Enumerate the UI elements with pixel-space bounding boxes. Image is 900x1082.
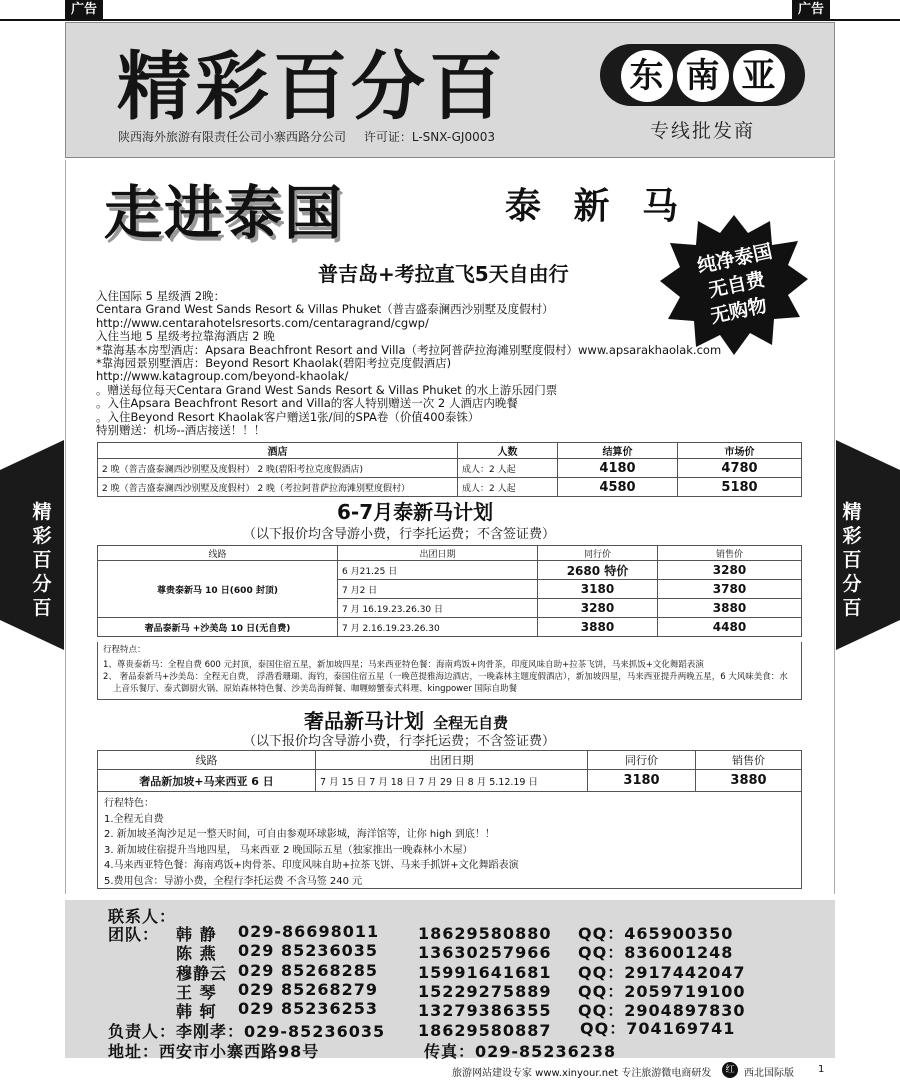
- side-char: 精: [842, 501, 862, 523]
- peer-price: 3180: [538, 580, 658, 599]
- brand-title: 精彩百分百: [117, 44, 507, 130]
- col-date: 出团日期: [338, 546, 538, 561]
- hotel-price-table: [97, 442, 802, 497]
- side-tab-right-text: [840, 500, 864, 620]
- tagline: 专线批发商: [649, 120, 755, 142]
- date-cell: 7 月 15 日 7 月 18 日 7 月 29 日 8 月 5.12.19 日: [316, 770, 588, 792]
- badge-char-1: 东: [621, 50, 673, 102]
- burst-line-2: 无自费: [706, 268, 767, 302]
- table-header-row: [98, 751, 802, 770]
- subheadline: 泰 新 马: [505, 185, 689, 227]
- contact-qq: QQ：465900350: [578, 924, 734, 943]
- sale-price: 3780: [658, 580, 802, 599]
- burst-line-1: 纯净泰国: [695, 240, 775, 278]
- contact-mobile: 15229275889: [418, 982, 552, 1001]
- feature-line: 1.全程无自费: [104, 813, 164, 825]
- table-row: [98, 561, 802, 580]
- people-cell: 成人：2 人起: [458, 459, 558, 478]
- date-cell: 7 月2 日: [338, 580, 538, 599]
- market-price: 4780: [678, 459, 802, 478]
- contact-name: 韩 轲: [176, 1002, 217, 1021]
- badge-char-2: 南: [677, 50, 729, 102]
- side-char: 百: [32, 549, 52, 571]
- info-line: 特别赠送：机场--酒店接送！！！: [96, 422, 266, 437]
- table-row: [98, 770, 802, 792]
- side-char: 精: [32, 501, 52, 523]
- manager: 负责人：李刚孝：029-85236035: [108, 1022, 386, 1041]
- contact-phone: 029 85236253: [238, 999, 379, 1018]
- col-sale: 销售价: [696, 751, 802, 770]
- feature-line: 行程特色：: [104, 798, 154, 809]
- table-row: [98, 459, 802, 478]
- contact-qq: QQ：2059719100: [578, 982, 746, 1001]
- side-char: 分: [842, 573, 862, 595]
- plan1-features: [97, 642, 802, 700]
- market-price: 5180: [678, 478, 802, 497]
- contact-qq: QQ：2917442047: [578, 963, 746, 982]
- side-char: 彩: [32, 525, 52, 547]
- features-label: 行程特点：: [103, 645, 146, 655]
- ad-label-right: 广告: [792, 0, 830, 20]
- col-market: 市场价: [678, 443, 802, 459]
- plan1-title: 6-7月泰新马计划: [337, 500, 494, 524]
- side-char: 百: [32, 597, 52, 619]
- feature-line: 3. 新加坡住宿提升当地四星， 马来西亚 2 晚国际五星（独家推出一晚森林小木屋）: [104, 844, 473, 856]
- address: 地址：西安市小寨西路98号: [108, 1042, 320, 1061]
- side-char: 彩: [842, 525, 862, 547]
- plan2-title-suffix: 全程无自费: [433, 714, 509, 732]
- feature-line: 2. 新加坡圣淘沙足足一整天时间，可自由参观环球影城，海洋馆等，让你 high 到底！！: [104, 829, 495, 841]
- feature-line: 5.费用包含：导游小费，全程行李托运费 不含马签 240 元: [104, 875, 363, 887]
- peer-price: 3180: [588, 770, 696, 792]
- info-line: Centara Grand West Sands Resort & Villas Phuket（普吉盛泰澜西沙别墅及度假村）: [96, 302, 554, 317]
- info-link: http://www.katagroup.com/beyond-khaolak/: [96, 369, 349, 384]
- contact-mobile: 15991641681: [418, 963, 552, 982]
- table-row: [98, 478, 802, 497]
- edition: 西北国际版: [744, 1068, 794, 1079]
- manager-mobile: 18629580887: [418, 1021, 552, 1040]
- info-line: 。入住Apsara Beachfront Resort and Villa的客人特别赠送一次 2 人酒店内晚餐: [96, 396, 518, 411]
- contact-phone: 029 85236035: [238, 941, 379, 960]
- info-line: 入住国际 5 星级酒 2晚：: [96, 289, 226, 303]
- feature-line: 1、尊贵泰新马：全程自费 600 元封顶，泰国住宿五星，新加坡四星；马来西亚特色餐：海南鸡饭+肉骨茶，印度风味自助+拉茶飞饼，马来抓饭+文化舞蹈表演: [103, 660, 704, 670]
- contact-name: 陈 燕: [176, 944, 217, 963]
- license: 许可证：L-SNX-GJ0003: [363, 130, 496, 144]
- col-route: 线路: [98, 546, 338, 561]
- col-peer: 同行价: [538, 546, 658, 561]
- burst-line-3: 无购物: [708, 294, 769, 328]
- contact-name: 穆静云: [176, 964, 228, 983]
- side-char: 百: [842, 597, 862, 619]
- settle-price: 4580: [558, 478, 678, 497]
- info-line: 。入住Beyond Resort Khaolak客户赠送1张/间的SPA卷（价值400泰铢）: [96, 409, 480, 424]
- feature-line: 4.马来西亚特色餐：海南鸡饭+肉骨茶、印度风味自助+拉茶飞饼、马来手抓饼+文化舞蹈表演: [104, 860, 519, 872]
- contact-phone: 029 85268279: [238, 980, 379, 999]
- route-cell: 奢品泰新马 +沙美岛 10 日(无自费): [98, 618, 338, 637]
- table-header-row: [98, 546, 802, 561]
- date-cell: 7 月 2.16.19.23.26.30: [338, 618, 538, 637]
- sale-price: 3880: [658, 599, 802, 618]
- plan2-note: （以下报价均含导游小费，行李托运费；不含签证费）: [243, 734, 556, 749]
- hotel-info: [96, 290, 721, 437]
- footer-text: 旅游网站建设专家 www.xinyour.net 专注旅游微电商研发: [452, 1068, 712, 1079]
- plan1-note: （以下报价均含导游小费，行李托运费；不含签证费）: [243, 527, 556, 542]
- contact-phone: 029-86698011: [238, 922, 380, 941]
- sale-price: 3280: [658, 561, 802, 580]
- route-cell: 尊贵泰新马 10 日(600 封顶): [98, 561, 338, 618]
- headline: 走进泰国: [104, 179, 345, 247]
- group-label: 团队：: [108, 925, 160, 944]
- info-line: 。赠送每位每天Centara Grand West Sands Resort & Villas Phuket 的水上游乐园门票: [96, 382, 558, 397]
- date-cell: 7 月 16.19.23.26.30 日: [338, 599, 538, 618]
- contact-qq: QQ：836001248: [578, 943, 734, 962]
- table-header-row: [98, 443, 802, 459]
- col-people: 人数: [458, 443, 558, 459]
- col-sale: 销售价: [658, 546, 802, 561]
- sale-price: 3880: [696, 770, 802, 792]
- info-link: http://www.centarahotelsresorts.com/centaragrand/cgwp/: [96, 315, 429, 330]
- col-date: 出团日期: [316, 751, 588, 770]
- plan2-table: [97, 750, 802, 792]
- route-cell: 奢品新加坡+马来西亚 6 日: [98, 770, 316, 792]
- fax: 传真：029-85236238: [424, 1042, 617, 1061]
- info-line: *靠海园景别墅酒店：Beyond Resort Khaolak(碧阳考拉克度假酒店): [96, 355, 452, 370]
- table-row: [98, 618, 802, 637]
- info-line: 入住当地 5 星级考拉靠海酒店 2 晚: [96, 329, 275, 344]
- col-hotel: 酒店: [98, 443, 458, 459]
- side-tab-left-text: [30, 500, 54, 620]
- page-number: 1: [818, 1064, 825, 1075]
- contact-label: 联系人：: [108, 907, 177, 926]
- col-settle: 结算价: [558, 443, 678, 459]
- plan2-title: 奢品新马计划: [304, 709, 424, 733]
- peer-price: 3280: [538, 599, 658, 618]
- contact-mobile: 13279386355: [418, 1001, 552, 1020]
- hotel-cell: 2 晚（普吉盛泰澜西沙别墅及度假村） 2 晚（考拉阿普萨拉海滩别墅度假村）: [98, 478, 458, 497]
- top-rule: [0, 19, 900, 21]
- contact-qq: QQ：2904897830: [578, 1001, 746, 1020]
- col-peer: 同行价: [588, 751, 696, 770]
- route-title: 普吉岛+考拉直飞5天自由行: [318, 262, 569, 286]
- manager-qq: QQ：704169741: [580, 1019, 736, 1038]
- date-cell: 6 月21.25 日: [338, 561, 538, 580]
- southeast-asia-badge: [600, 44, 805, 106]
- footer-logo: 红: [722, 1062, 738, 1078]
- info-line: *靠海基本房型酒店：Apsara Beachfront Resort and Villa（考拉阿普萨拉海滩别墅度假村）www.apsarakhaolak.com: [96, 342, 722, 357]
- sale-price: 4480: [658, 618, 802, 637]
- company-line: [118, 128, 495, 145]
- feature-line: 上音乐餐厅、泰式御厨火锅、原始森林特色餐、沙美岛海鲜餐、咖喱螃蟹泰式料理、kingpower 国际自助餐: [113, 684, 518, 694]
- contact-name: 王 琴: [176, 983, 217, 1002]
- side-char: 百: [842, 549, 862, 571]
- contact-phone: 029 85268285: [238, 961, 379, 980]
- hotel-cell: 2 晚（普吉盛泰澜西沙别墅及度假村） 2 晚(碧阳考拉克度假酒店): [98, 459, 458, 478]
- contact-mobile: 18629580880: [418, 924, 552, 943]
- feature-line: 2、 奢品泰新马+沙美岛：全程无自费， 浮潜看珊瑚、海钓，泰国住宿五星（一晚芭提雅海边酒店，一晚森林主题度假酒店），新加坡四星，马来西亚提升两晚五星，6 大风味美食：水: [103, 672, 788, 682]
- peer-price: 2680 特价: [538, 561, 658, 580]
- contact-name: 韩 静: [176, 925, 217, 944]
- col-route: 线路: [98, 751, 316, 770]
- contact-mobile: 13630257966: [418, 943, 552, 962]
- badge-char-3: 亚: [733, 50, 785, 102]
- company-name: 陕西海外旅游有限责任公司小寨西路分公司: [118, 130, 347, 144]
- plan2-features: [97, 792, 802, 889]
- peer-price: 3880: [538, 618, 658, 637]
- plan1-table: [97, 545, 802, 637]
- settle-price: 4180: [558, 459, 678, 478]
- side-char: 分: [32, 573, 52, 595]
- ad-label-left: 广告: [65, 0, 103, 20]
- people-cell: 成人：2 人起: [458, 478, 558, 497]
